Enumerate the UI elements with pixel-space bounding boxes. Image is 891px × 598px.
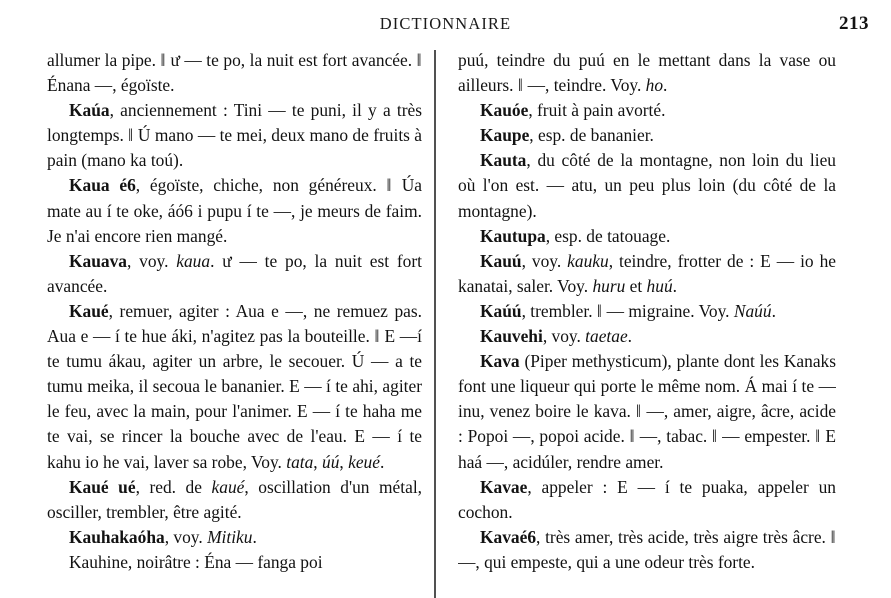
dictionary-entry: Kautupa, esp. de tatouage. xyxy=(480,225,671,246)
dictionary-entry: Kauava, voy. kaua. ư — te po, la nuit est fort avancée. xyxy=(47,250,422,296)
dictionary-entry: Kavae, appeler : E — í te puaka, appeler un cochon. xyxy=(458,476,836,522)
dictionary-entry: Kauhine, noirâtre : Éna — fanga poi xyxy=(69,551,323,572)
page-number: 213 xyxy=(839,13,869,34)
dictionary-entry: Kauóe, fruit à pain avorté. xyxy=(480,100,666,121)
dictionary-entry: Kaué ué, red. de kaué, oscillation d'un métal, osciller, trembler, être agité. xyxy=(47,476,422,522)
dictionary-entry: Kaúa, anciennement : Tini — te puni, il y a très longtemps. ‖ Ú mano — te mei, deux mano de fruits à pain (mano ka toú). xyxy=(47,100,422,171)
dictionary-entry: allumer la pipe. ‖ ư — te po, la nuit est fort avancée. ‖ Énana —, égoïste. xyxy=(47,50,422,96)
dictionary-entry: puú, teindre du puú en le mettant dans la vase ou ailleurs. ‖ —, teindre. Voy. ho. xyxy=(458,50,836,96)
dictionary-entry: Kaué, remuer, agiter : Aua e —, ne remuez pas. Aua e — í te hue áki, n'agitez pas la bouteille. ‖ E —í te tumu ákau, agiter un arbre, le secouer. Ú — a te tumu meika, il secoua le bananier. E — í te ahi, agiter le feu, avec la main, pour l'animer. E — í te haha me te vai, se rincer la bouche avec de l'eau. E — í te kahu io he vai, laver sa robe, Voy. tata, úú, keué. xyxy=(47,300,422,472)
column-divider-rule xyxy=(434,50,436,598)
dictionary-entry: Kauvehi, voy. taetae. xyxy=(480,326,633,347)
dictionary-entry: Kauta, du côté de la montagne, non loin du lieu où l'on est. — atu, un peu plus loin (du côté de la montagne). xyxy=(458,150,836,221)
dictionary-entry: Kavaé6, très amer, très acide, très aigre très âcre. ‖ —, qui empeste, qui a une odeur très forte. xyxy=(458,526,836,572)
running-head-title: DICTIONNAIRE xyxy=(379,14,512,33)
dictionary-entry: Kava (Piper methysticum), plante dont les Kanaks font une liqueur qui porte le même nom. Á mai í te — inu, venez boire le kava. ‖ —, amer, aigre, âcre, acide : Popoi —, popoi acide. ‖ —, tabac. ‖ — empester. ‖ E haá —, acidúler, rendre amer. xyxy=(458,351,836,472)
column-left xyxy=(47,48,422,598)
dictionary-entry: Kauhakaóha, voy. Mitiku. xyxy=(69,526,257,547)
dictionary-entry: Kaupe, esp. de bananier. xyxy=(480,125,654,146)
dictionary-entry: Kaúú, trembler. ‖ — migraine. Voy. Naúú. xyxy=(480,300,776,321)
column-right xyxy=(458,48,836,598)
running-head xyxy=(0,14,891,38)
dictionary-entry: Kaua é6, égoïste, chiche, non généreux. ‖ Úa mate au í te oke, áó6 i pupu í te —, je meurs de faim. Je n'ai encore rien mangé. xyxy=(47,175,422,246)
column-container xyxy=(0,48,891,598)
dictionary-entry: Kauú, voy. kauku, teindre, frotter de : E — io he kanatai, saler. Voy. huru et huú. xyxy=(458,250,836,296)
